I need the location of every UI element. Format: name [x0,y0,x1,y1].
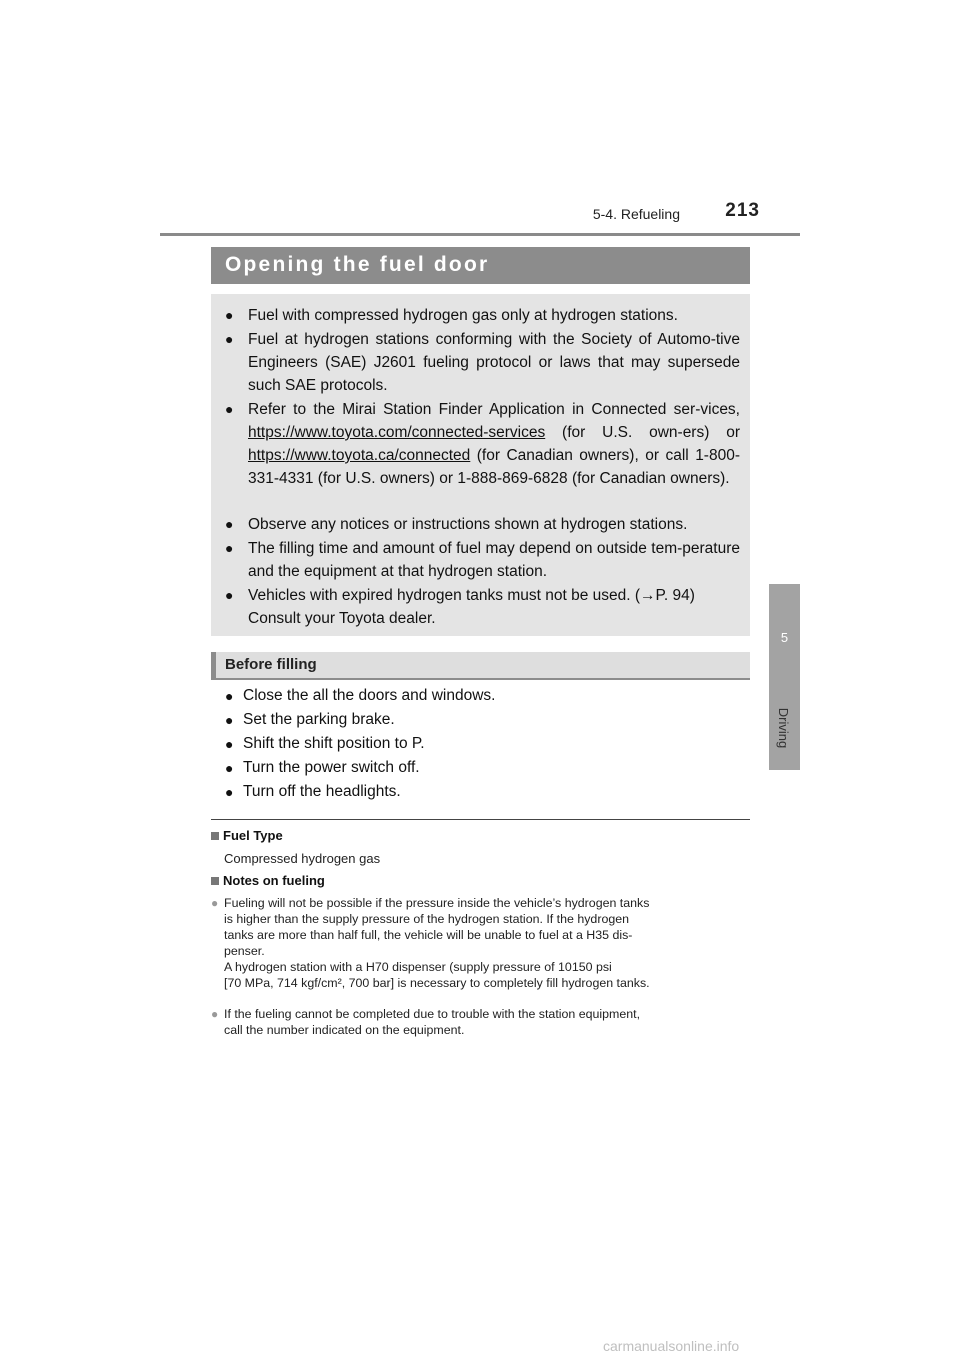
note-heading-text: Fuel Type [223,828,283,843]
note-line: Fueling will not be possible if the pressure inside the vehicle’s hydrogen tanks [224,896,650,910]
square-bullet-icon [211,832,219,840]
bullet-icon: ● [225,587,234,603]
bullet-icon: ● [225,736,234,752]
notes-divider [211,819,750,820]
note-line: If the fueling cannot be completed due to trouble with the station equipment, [224,1007,641,1021]
running-header-section: 5-4. Refueling [592,206,680,222]
notice-text: Fuel with compressed hydrogen gas only at hydrogen stations. [248,307,678,324]
notice-box [211,294,750,636]
notice-text: The filling time and amount of fuel may depend on outside tem-perature and the equipment at that hydrogen station. [248,540,740,580]
checklist-text: Close the all the doors and windows. [243,687,496,704]
bullet-icon: ● [225,712,234,728]
bullet-icon: ● [225,540,234,556]
header-rule [160,233,800,236]
notice-text-part: Consult your Toyota dealer. [248,610,436,627]
notice-text: Fuel at hydrogen stations conforming with the Society of Automo-tive Engineers (SAE) J2601 fueling protocol or laws that may supersede such SAE protocols. [248,331,740,394]
subsection-accent [211,652,216,678]
notice-text [248,398,740,490]
notice-text: Observe any notices or instructions shown at hydrogen stations. [248,516,688,533]
notice-text-part: Vehicles with expired hydrogen tanks must not be used. (→P. 94) [248,587,695,604]
note-line: call the number indicated on the equipment. [224,1023,465,1037]
chapter-tab-label: Driving [776,707,791,749]
section-title-bar [211,247,750,284]
bullet-icon: ● [225,307,234,323]
footer-watermark: carmanualsonline.info [603,1338,740,1354]
checklist-text: Turn the power switch off. [243,759,420,776]
bullet-icon: ● [225,760,234,776]
toyota-ca-connected-link[interactable]: https://www.toyota.ca/connected [248,447,471,464]
note-heading-text: Notes on fueling [223,873,325,888]
notice-text-part: (for U.S. own-ers) or [562,424,740,441]
bullet-icon: ● [225,688,234,704]
bullet-icon: ● [211,1007,219,1021]
note-bullet-text [224,895,747,991]
note-bullet-text [224,1006,747,1038]
checklist-text: Set the parking brake. [243,711,395,728]
note-line: [70 MPa, 714 kgf/cm², 700 bar] is necessary to completely fill hydrogen tanks. [224,976,650,990]
notice-text [248,584,740,630]
note-line: tanks are more than half full, the vehicle will be unable to fuel at a H35 dis- [224,928,633,942]
section-title: Opening the fuel door [225,253,490,276]
bullet-icon: ● [211,896,219,910]
bullet-icon: ● [225,516,234,532]
bullet-icon: ● [225,401,234,417]
note-line: is higher than the supply pressure of the hydrogen station. If the hydrogen [224,912,630,926]
checklist-text: Shift the shift position to P. [243,735,425,752]
square-bullet-icon [211,877,219,885]
connected-services-link[interactable]: https://www.toyota.com/connected-services [248,424,546,441]
note-text: Compressed hydrogen gas [224,851,381,866]
bullet-icon: ● [225,331,234,347]
notice-text-part: (for Canadian owners), or call 1-800-331-4331 (for U.S. owners) or 1-888-869-6828 (for Canadian owners). [248,447,740,487]
page-number: 213 [725,200,760,221]
subsection-title-bar [211,652,750,680]
subsection-title: Before filling [225,656,317,673]
note-line: A hydrogen station with a H70 dispenser (supply pressure of 10150 psi [224,960,612,974]
bullet-icon: ● [225,784,234,800]
notice-text-part: Refer to the Mirai Station Finder Application in Connected ser-vices, [248,401,740,418]
chapter-tab-number: 5 [780,630,789,645]
note-heading [211,828,283,843]
checklist-text: Turn off the headlights. [243,783,401,800]
note-line: penser. [224,944,265,958]
note-heading [211,873,325,888]
